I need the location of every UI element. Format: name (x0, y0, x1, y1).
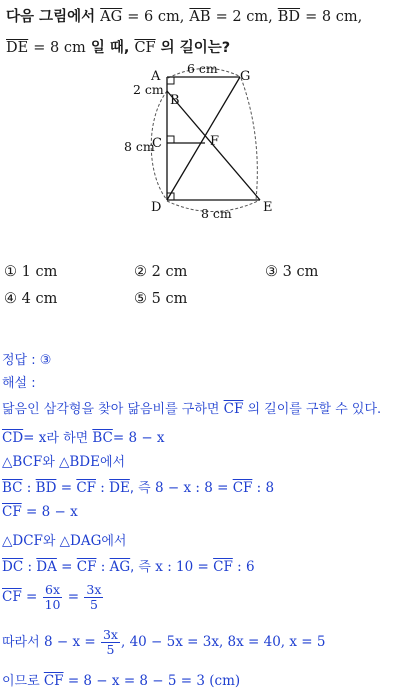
label-d: D (151, 200, 162, 215)
label-b: B (170, 93, 180, 108)
solution-line-7: $\overline{DC}$ : $\overline{DA} = \overline{CF}$ : $\overline{AG}$, 즉 x : $10 = \overline{CF}$ : 6 (2, 559, 255, 575)
label-c: C (152, 136, 162, 151)
value-ag: = 6 cm, (127, 9, 185, 25)
solution-line-9: 따라서 8 − x = $\frac{3x}{5}$ , 40 − 5x = 3x, 8x = 40, x = 5 (2, 627, 326, 657)
solution-line-1: 닮음인 삼각형을 찾아 닮음비를 구하면 $\overline{CF}$ 의 길이를 구할 수 있다. (2, 401, 382, 417)
question-word: 일 때, (90, 40, 130, 56)
label-g: G (240, 69, 251, 84)
segment-ag: $\overline{AG}$ (100, 9, 123, 25)
solution-line-2: $\overline{CD}= x$라 하면 $\overline{BC}= 8 - x$ (2, 430, 165, 446)
choice-4[interactable]: ④ 4 cm (4, 291, 58, 307)
value-de: = 8 cm (33, 40, 86, 56)
label-f: F (210, 134, 220, 149)
length-label-de: 8 cm (201, 206, 232, 221)
length-label-cd: 8 cm (124, 139, 155, 154)
length-label-ag: 6 cm (187, 61, 218, 76)
choice-2[interactable]: ② 2 cm (134, 264, 188, 280)
segment-ab: $\overline{AB}$ (189, 9, 211, 25)
solution-line-4: $\overline{BC}$ : $\overline{BD} = \overline{CF}$ : $\overline{DE}$, 즉 8 − x : $8 = \overline{CF}$ : 8 (2, 480, 275, 496)
right-angle-mark-c (167, 136, 174, 143)
solution-line-6: △DCF와 △DAG에서 (2, 533, 127, 549)
choice-1[interactable]: ① 1 cm (4, 264, 58, 280)
choice-5[interactable]: ⑤ 5 cm (134, 291, 188, 307)
dashed-arc-right (241, 78, 257, 200)
answer-line: 정답 : ③ (2, 353, 52, 368)
value-bd: = 8 cm, (305, 9, 363, 25)
segment-de: $\overline{DE}$ (6, 40, 29, 56)
label-e: E (263, 200, 273, 215)
solution-line-10: 이므로 $\overline{CF} = 8 - x = 8 - 5 = 3$ (cm) (2, 673, 241, 689)
explanation-heading: 해설 : (2, 376, 36, 391)
question-word: 다음 그림에서 (6, 9, 96, 25)
choice-3[interactable]: ③ 3 cm (265, 264, 319, 280)
geometry-figure (0, 0, 400, 230)
length-label-ab: 2 cm (133, 82, 164, 97)
solution-line-3: △BCF와 △BDE에서 (2, 454, 126, 470)
segment-bd: $\overline{BD}$ (277, 9, 301, 25)
solution-line-5: $\overline{CF} = 8 - x$ (2, 504, 78, 520)
question-word: 의 길이는? (160, 40, 231, 56)
segment-cf: $\overline{CF}$ (134, 40, 156, 56)
solution-line-8: $\overline{CF}$ = $\frac{6x}{10}$ = $\frac{3x}{5}$ (2, 582, 102, 612)
label-a: A (151, 69, 161, 84)
value-ab: = 2 cm, (215, 9, 273, 25)
